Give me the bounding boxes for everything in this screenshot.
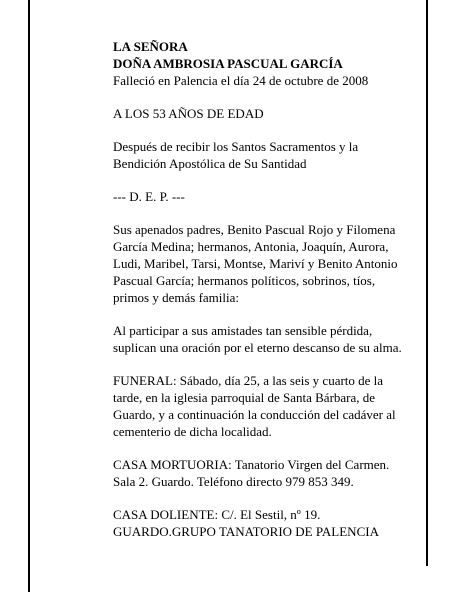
text-line: Al participar a sus amistades tan sensible pérdida, xyxy=(113,323,373,338)
text-line: Sala 2. Guardo. Teléfono directo 979 853 349. xyxy=(113,474,354,489)
spacer xyxy=(113,205,418,221)
rip-line: --- D. E. P. --- xyxy=(113,189,185,204)
text-line: tarde, en la iglesia parroquial de Santa Bárbara, de xyxy=(113,390,376,405)
text-line: Después de recibir los Santos Sacramentos y la xyxy=(113,139,359,154)
mourning-house-paragraph xyxy=(113,506,418,540)
spacer xyxy=(113,440,418,456)
death-line: Falleció en Palencia el día 24 de octubre de 2008 xyxy=(113,73,369,88)
right-border-line xyxy=(426,0,428,566)
text-line: Pascual García; hermanos políticos, sobrinos, tíos, xyxy=(113,273,376,288)
spacer xyxy=(113,356,418,372)
age-line: A LOS 53 AÑOS DE EDAD xyxy=(113,106,264,121)
text-line: Sus apenados padres, Benito Pascual Rojo y Filomena xyxy=(113,222,396,237)
request-paragraph xyxy=(113,322,418,356)
spacer xyxy=(113,122,418,138)
text-line: cementerio de dicha localidad. xyxy=(113,424,272,439)
text-line: Bendición Apostólica de Su Santidad xyxy=(113,156,307,171)
family-paragraph xyxy=(113,221,418,306)
obituary-notice xyxy=(113,38,418,540)
text-line: Ludi, Maribel, Tarsi, Montse, Mariví y Benito Antonio xyxy=(113,256,398,271)
notice-title: LA SEÑORA xyxy=(113,39,188,54)
mortuary-paragraph xyxy=(113,456,418,490)
text-line: GUARDO.GRUPO TANATORIO DE PALENCIA xyxy=(113,524,379,539)
spacer xyxy=(113,490,418,506)
text-line: García Medina; hermanos, Antonia, Joaquín, Aurora, xyxy=(113,239,389,254)
text-line: Guardo, y a continuación la conducción del cadáver al xyxy=(113,407,396,422)
spacer xyxy=(113,89,418,105)
text-line: CASA DOLIENTE: C/. El Sestil, nº 19. xyxy=(113,507,321,522)
text-line: FUNERAL: Sábado, día 25, a las seis y cuarto de la xyxy=(113,373,384,388)
left-border-line xyxy=(28,0,30,592)
deceased-name: DOÑA AMBROSIA PASCUAL GARCÍA xyxy=(113,56,343,71)
sacraments-paragraph xyxy=(113,138,418,172)
spacer xyxy=(113,172,418,188)
spacer xyxy=(113,306,418,322)
text-line: primos y demás familia: xyxy=(113,290,240,305)
funeral-paragraph xyxy=(113,372,418,440)
text-line: suplican una oración por el eterno descanso de su alma. xyxy=(113,340,402,355)
text-line: CASA MORTUORIA: Tanatorio Virgen del Carmen. xyxy=(113,457,390,472)
